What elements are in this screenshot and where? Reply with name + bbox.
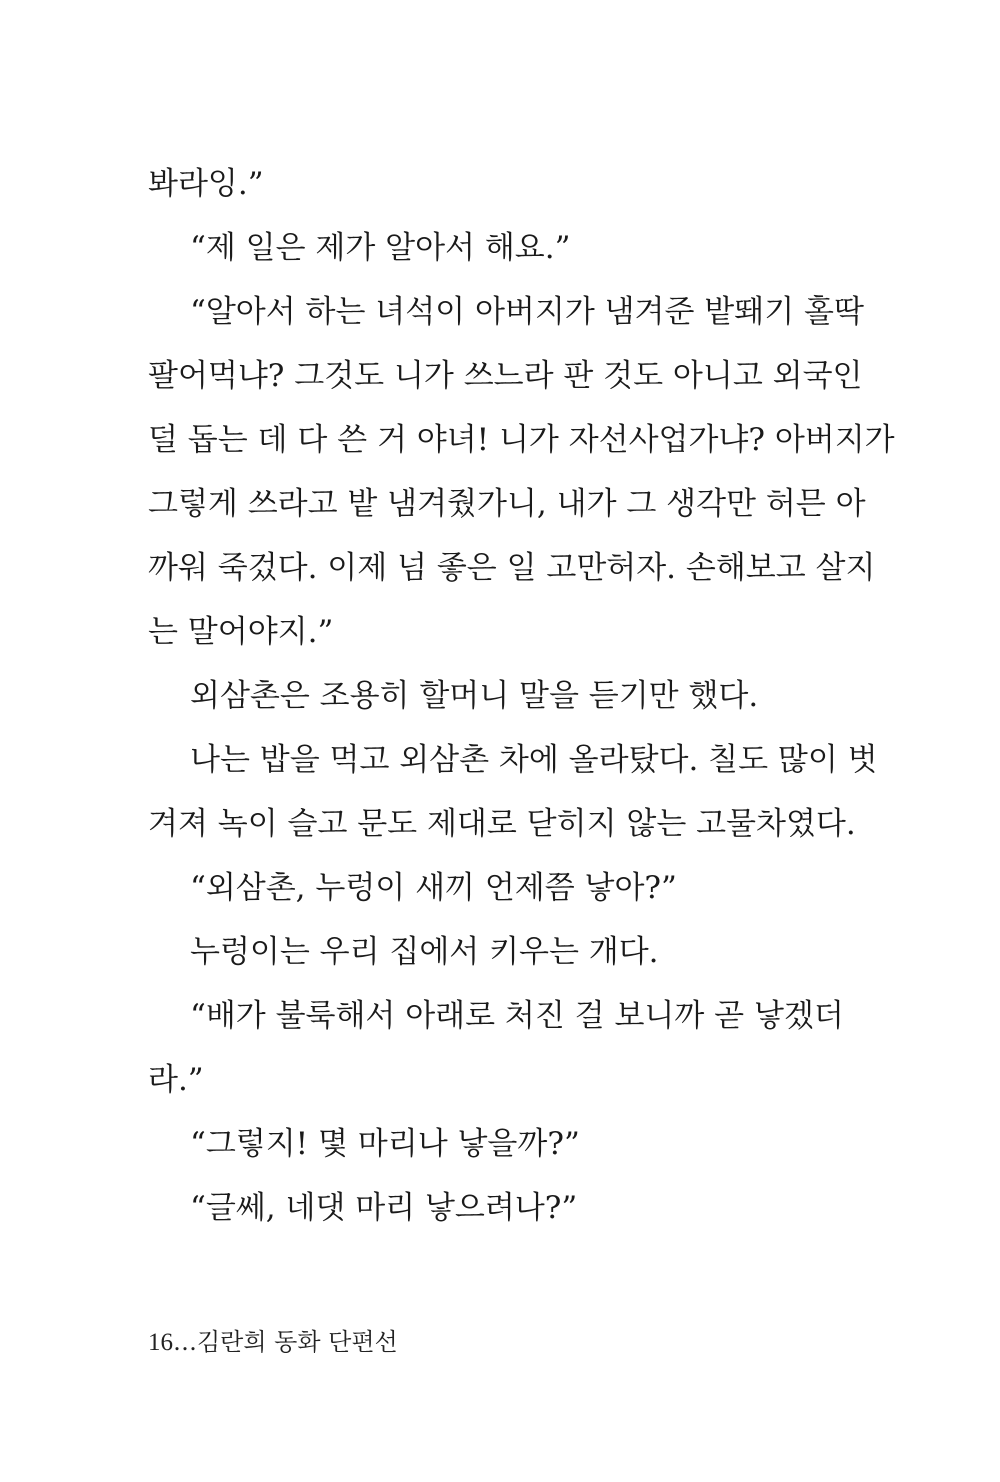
footer-separator: … (173, 1328, 197, 1356)
text-line: 까워 죽겄다. 이제 넘 좋은 일 고만허자. 손해보고 살지 (148, 550, 876, 586)
page-footer (148, 1325, 398, 1360)
text-line: 덜 돕는 데 다 쓴 거 야녀! 니가 자선사업가냐? 아버지가 (148, 422, 895, 458)
text-line: 봐라잉.” (148, 166, 264, 202)
text-line: “그렇지! 몇 마리나 낳을까?” (190, 1126, 580, 1162)
text-line: “글쎄, 네댓 마리 낳으려나?” (190, 1190, 578, 1226)
text-line: “제 일은 제가 알아서 해요.” (190, 230, 571, 266)
text-line: 누렁이는 우리 집에서 키우는 개다. (190, 934, 659, 970)
page-body-text (148, 152, 895, 1240)
page-number: 16 (148, 1329, 173, 1356)
text-line: 그렇게 쓰라고 밭 냄겨줬가니, 내가 그 생각만 허믄 아 (148, 486, 866, 522)
text-line: 는 말어야지.” (148, 614, 334, 650)
text-line: 팔어먹냐? 그것도 니가 쓰느라 판 것도 아니고 외국인 (148, 358, 863, 394)
text-line: “외삼촌, 누렁이 새끼 언제쯤 낳아?” (190, 870, 677, 906)
text-line: “배가 불룩해서 아래로 처진 걸 보니까 곧 낳겠더 (190, 998, 844, 1034)
text-line: 라.” (148, 1062, 204, 1098)
text-line: 외삼촌은 조용히 할머니 말을 듣기만 했다. (190, 678, 759, 714)
book-title: 김란희 동화 단편선 (197, 1328, 398, 1356)
text-line: 겨져 녹이 슬고 문도 제대로 닫히지 않는 고물차였다. (148, 806, 856, 842)
text-line: “알아서 하는 녀석이 아버지가 냄겨준 밭뙈기 홀딱 (190, 294, 864, 330)
text-line: 나는 밥을 먹고 외삼촌 차에 올라탔다. 칠도 많이 벗 (190, 742, 878, 778)
